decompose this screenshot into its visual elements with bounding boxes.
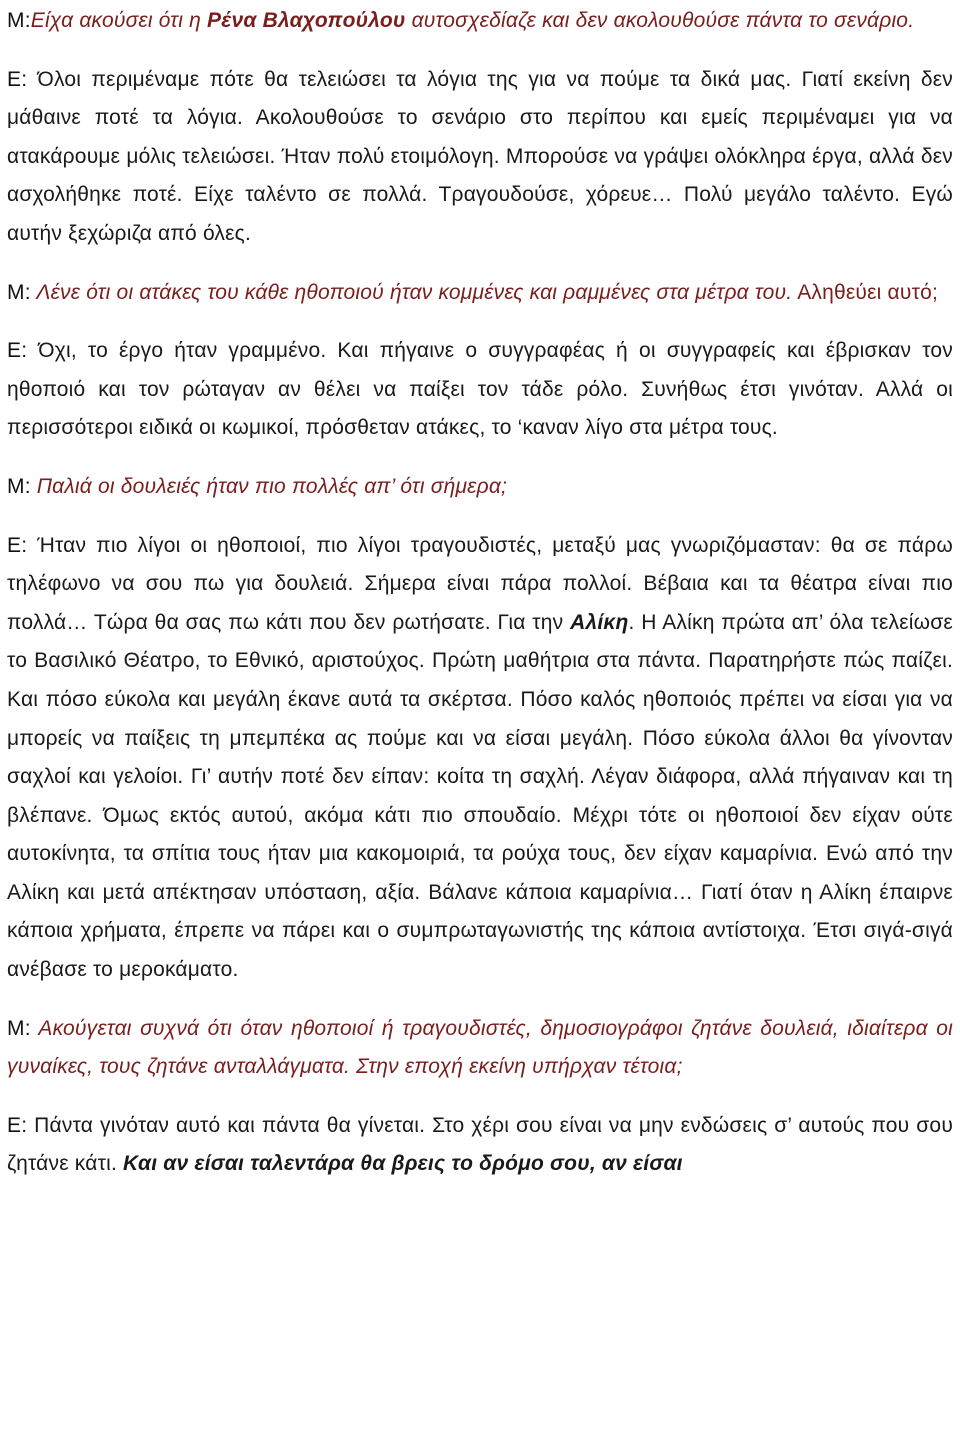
question-text: Αληθεύει αυτό; [792,280,938,304]
answer-text: Ήταν πιο λίγοι οι ηθοποιοί, πιο λίγοι τραγουδιστές, μεταξύ μας γνωριζόμασταν: θα σε πάρω τηλέφωνο να σου πω για δουλειά. Σήμερα είναι πάρα πολλοί. Βέβαια και τα θέατρα είναι πιο πολλά… Τώρα θα σας πω κάτι που δεν ρωτήσατε. Για την [7,533,953,634]
answer-paragraph [7,527,953,990]
question-text: Είχα ακούσει ότι η [30,9,208,32]
answer-text: Πάντα γινόταν αυτό και πάντα θα γίνεται. Στο χέρι σου είναι να μην ενδώσεις σ’ αυτούς που σου ζητάνε κάτι. [7,1113,953,1176]
speaker-label: Μ: [7,280,31,304]
answer-paragraph [7,332,953,448]
person-name: Ρένα Βλαχοπούλου [207,9,406,32]
question-text: Παλιά οι δουλειές ήταν πιο πολλές απ’ ότι σήμερα; [30,474,508,498]
speaker-label: Ε: [7,339,28,363]
speaker-label: Ε: [7,533,28,557]
question-paragraph [7,468,953,507]
answer-paragraph [7,1107,953,1184]
speaker-label: Μ: [7,474,31,498]
question-paragraph [7,2,953,41]
question-paragraph [7,274,953,313]
person-name: Αλίκη [570,610,629,634]
answer-text: . Η Αλίκη πρώτα απ’ όλα τελείωσε το Βασιλικό Θέατρο, το Εθνικό, αριστούχος. Πρώτη μαθήτρια στα πάντα. Παρατηρήστε πώς παίζει. Και πόσο εύκολα και μεγάλη έκανε αυτά τα σκέρτσα. Πόσο καλός ηθοποιός πρέπει να είσαι για να μπορείς να παίξεις τη μπεμπέκα ας πούμε και να είσαι μεγάλη. Πόσο εύκολα άλλοι θα γίνονταν σαχλοί και γελοίοι. Γι’ αυτήν ποτέ δεν είπαν: κοίτα τη σαχλή. Λέγαν διάφορα, αλλά πήγαιναν και τη βλέπανε. Όμως εκτός αυτού, ακόμα κάτι πιο σπουδαίο. Μέχρι τότε οι ηθοποιοί δεν είχαν ούτε αυτοκίνητα, τα σπίτια τους ήταν μια κακομοιριά, τα ρούχα τους, δεν είχαν καμαρίνια. Ενώ από την Αλίκη και μετά απέκτησαν υπόσταση, αξία. Βάλανε κάποια καμαρίνια… Γιατί όταν η Αλίκη έπαιρνε κάποια χρήματα, έπρεπε να πάρει και ο συμπρωταγωνιστής της κάποια αντίστοιχα. Έτσι σιγά-σιγά ανέβασε το μεροκάματο. [7,610,953,982]
answer-text: Όχι, το έργο ήταν γραμμένο. Και πήγαινε ο συγγραφέας ή οι συγγραφείς και έβρισκαν τον ηθοποιό και τον ρώταγαν αν θέλει να παίξει τον τάδε ρόλο. Συνήθως έτσι γινόταν. Αλλά οι περισσότεροι ειδικά οι κωμικοί, πρόσθεταν ατάκες, το ‘καναν λίγο στα μέτρα τους. [7,339,953,440]
answer-paragraph [7,61,953,254]
question-text: αυτοσχεδίαζε και δεν ακολουθούσε πάντα το σενάριο. [405,9,915,32]
speaker-label: Μ: [7,1016,31,1040]
speaker-label: Ε: [7,67,28,91]
speaker-label: Ε: [7,1113,28,1137]
emphasized-text: Και αν είσαι ταλεντάρα θα βρεις το δρόμο σου, αν είσαι [123,1152,683,1176]
question-text: Λένε ότι οι ατάκες του κάθε ηθοποιού ήταν κομμένες και ραμμένες στα μέτρα του. [30,280,793,304]
question-text: Ακούγεται συχνά ότι όταν ηθοποιοί ή τραγουδιστές, δημοσιογράφοι ζητάνε δουλειά, ιδιαίτερα οι γυναίκες, τους ζητάνε ανταλλάγματα. Στην εποχή εκείνη υπήρχαν τέτοια; [7,1016,953,1079]
speaker-label: Μ: [7,9,31,32]
question-paragraph [7,1010,953,1087]
answer-text: Όλοι περιμέναμε πότε θα τελειώσει τα λόγια της για να πούμε τα δικά μας. Γιατί εκείνη δεν μάθαινε ποτέ τα λόγια. Ακολουθούσε το σενάριο στο περίπου και εμείς περιμέναμει για να ατακάρουμε μόλις τελειώσει. Ήταν πολύ ετοιμόλογη. Μπορούσε να γράψει ολόκληρα έργα, αλλά δεν ασχολήθηκε ποτέ. Είχε ταλέντο σε πολλά. Τραγουδούσε, χόρευε… Πολύ μεγάλο ταλέντο. Εγώ αυτήν ξεχώριζα από όλες. [7,67,953,245]
